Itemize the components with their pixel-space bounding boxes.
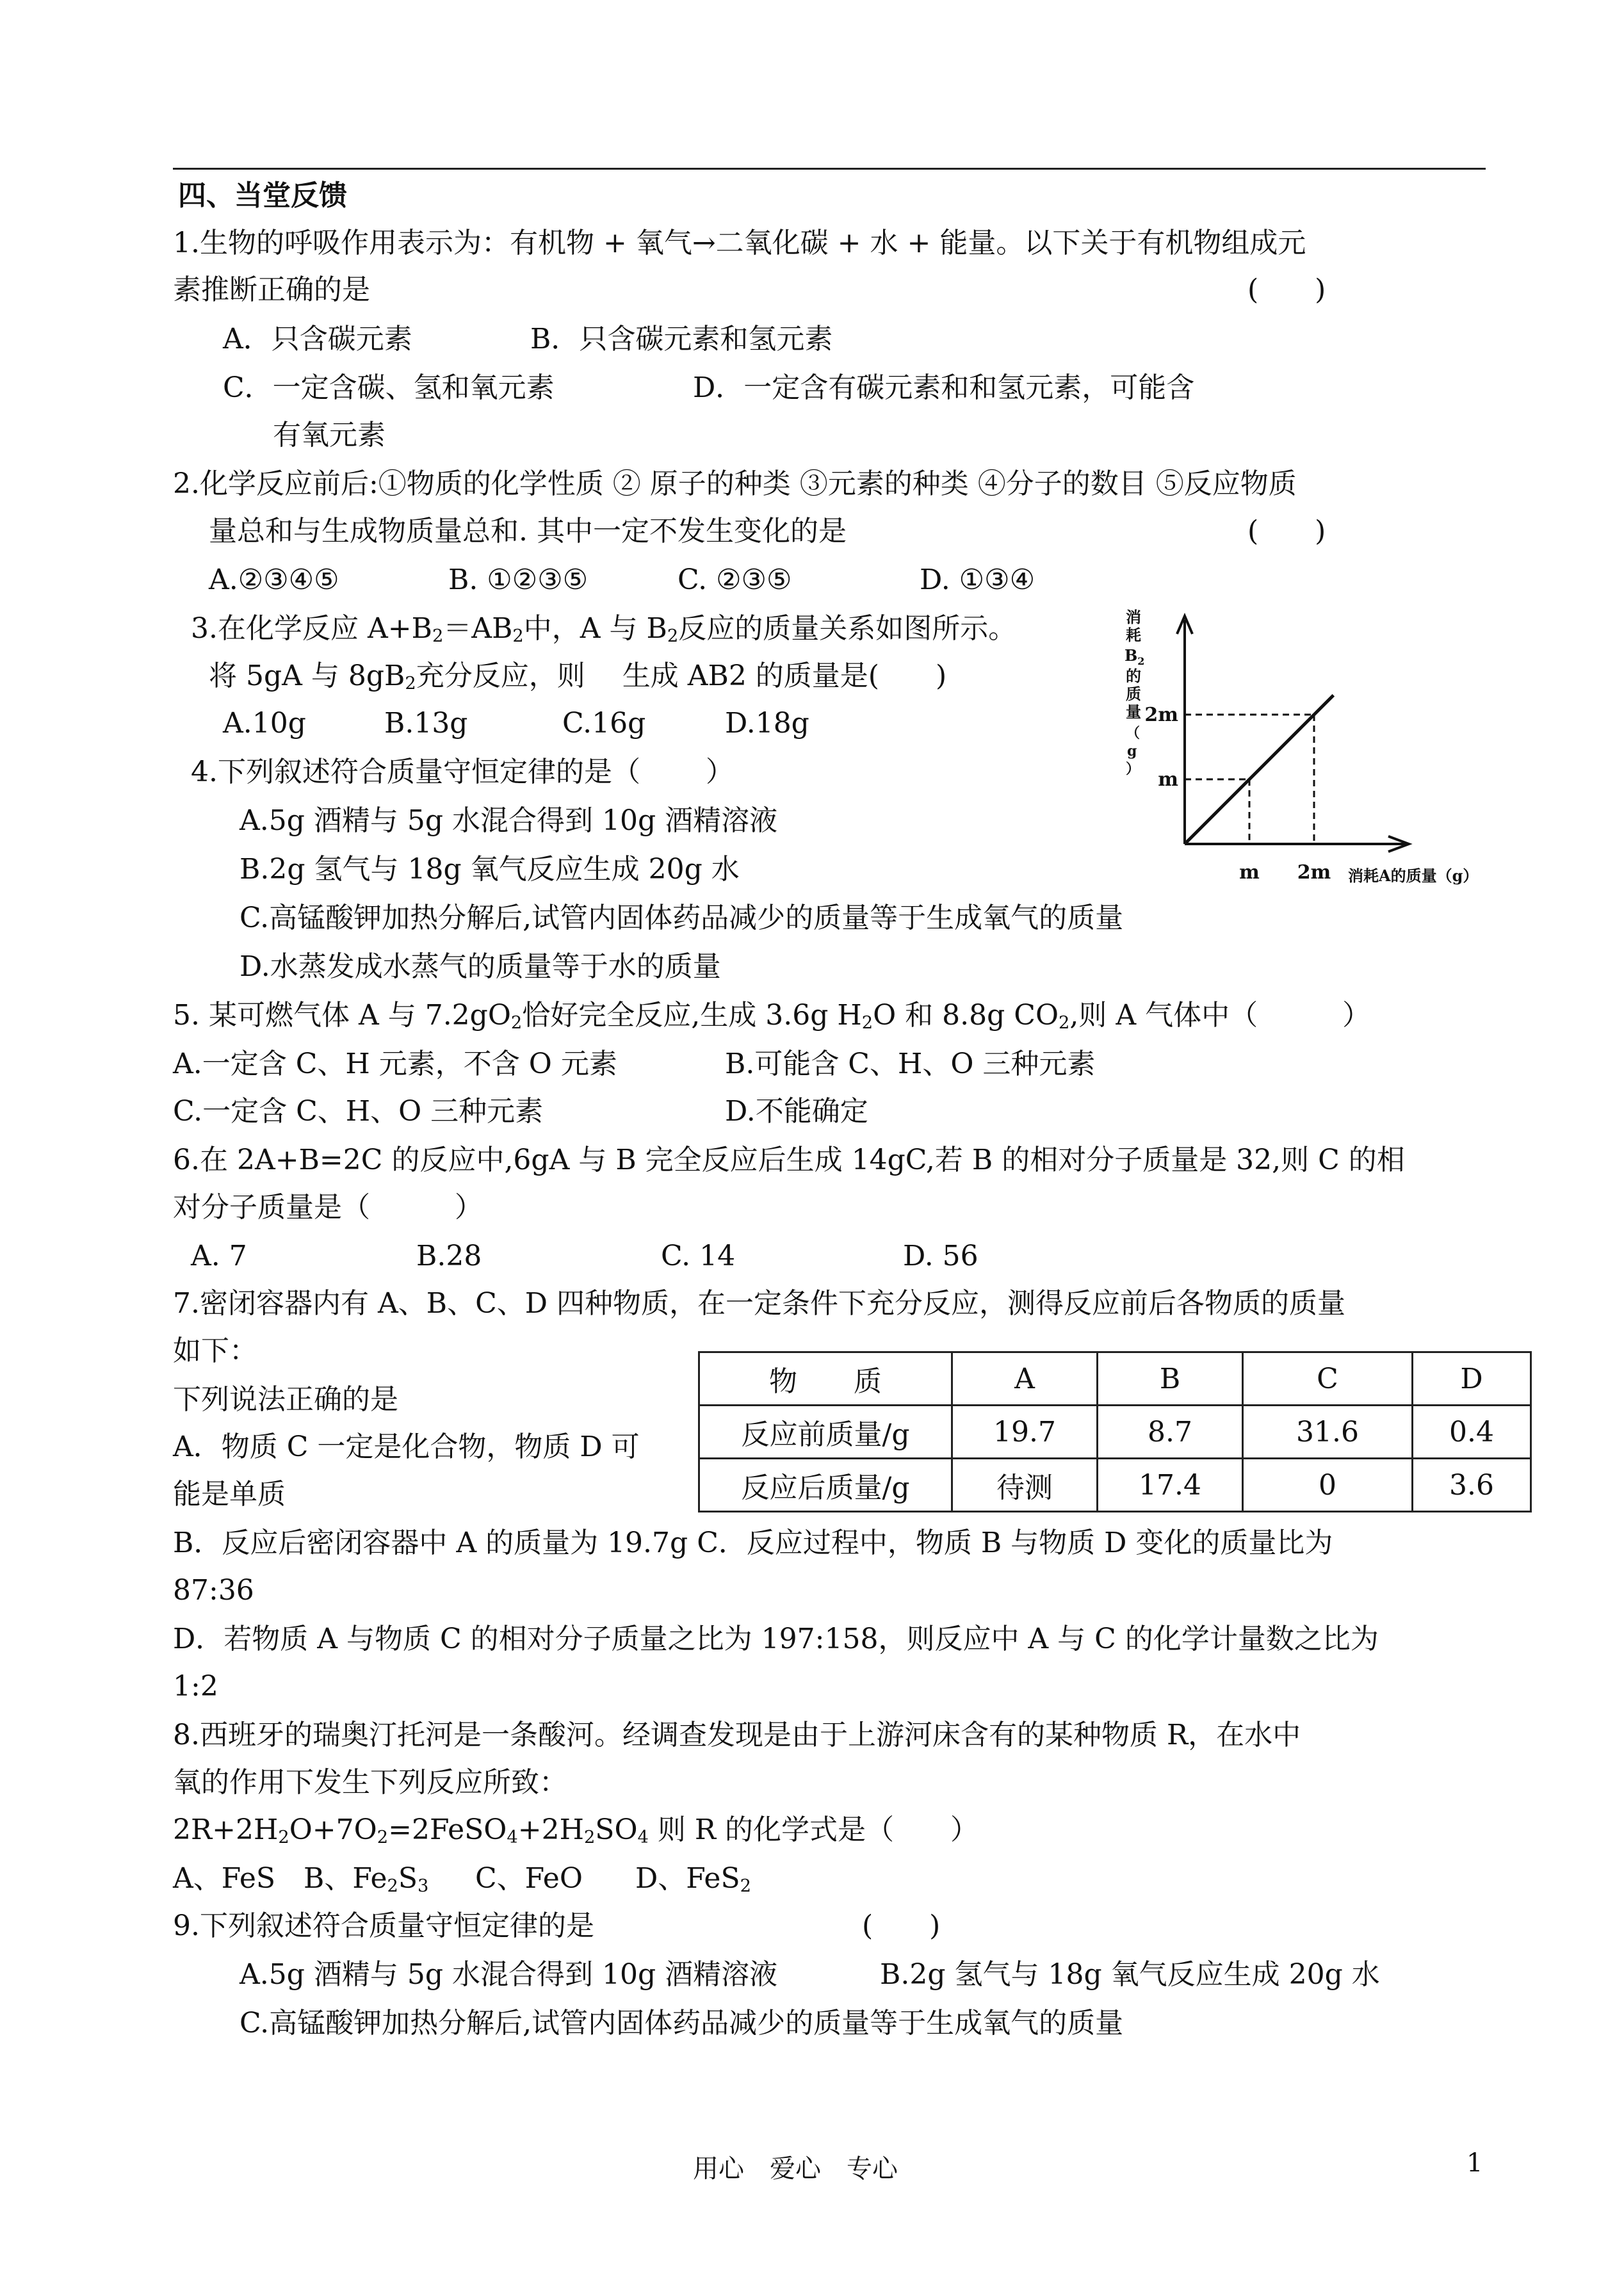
q1-option-d-cont: 有氧元素 (273, 419, 386, 451)
q2-answer-paren: ( ) (1247, 515, 1326, 547)
table-cell: A (952, 1352, 1098, 1406)
section-title: 四、当堂反馈 (178, 179, 347, 212)
series-line (1185, 695, 1333, 844)
y-tick-label: 2m (1144, 704, 1178, 726)
table-cell: 3.6 (1413, 1459, 1531, 1512)
table-cell: C (1243, 1352, 1413, 1406)
y-label-char: ） (1126, 761, 1141, 777)
header-rule (173, 168, 1486, 170)
q5-option-d: D.不能确定 (725, 1095, 868, 1128)
y-axis-label (1125, 608, 1144, 777)
y-label-char: 耗 (1126, 626, 1141, 644)
q7-option-a-line2: 能是单质 (173, 1478, 286, 1511)
mass-table (698, 1351, 1532, 1512)
q7-option-a-line1: A．物质 C 一定是化合物，物质 D 可 (173, 1431, 640, 1463)
q4-option-a: A.5g 酒精与 5g 水混合得到 10g 酒精溶液 (240, 804, 778, 837)
q3-stem-line1: 3.在化学反应 $A+B_2=AB_2$中，A 与 $B_2$反应的质量关系如图所示。 (191, 612, 1017, 646)
q2-stem-line2: 量总和与生成物质量总和. 其中一定不发生变化的是 (209, 515, 847, 547)
table-cell: 31.6 (1243, 1406, 1413, 1459)
q6-option-d: D. 56 (903, 1240, 978, 1272)
q8-stem-line2: 氧的作用下发生下列反应所致： (173, 1766, 567, 1799)
q6-option-b: B.28 (416, 1240, 482, 1272)
q6-option-c: C. 14 (661, 1240, 736, 1272)
q8-option-d: D、FeS$_2$ (635, 1862, 751, 1896)
q7-stem-line1: 7.密闭容器内有 A、B、C、D 四种物质，在一定条件下充分反应，测得反应前后各物质的质量 (173, 1287, 1346, 1320)
q5-option-c: C.一定含 C、H、O 三种元素 (173, 1095, 544, 1128)
table-cell: D (1413, 1352, 1531, 1406)
q1-stem-line1: 1.生物的呼吸作用表示为：有机物 + 氧气→二氧化碳 + 水 + 能量。以下关于有机物组成元 (173, 227, 1306, 259)
q4-stem: 4.下列叙述符合质量守恒定律的是（ ） (191, 756, 734, 788)
table-cell: 0 (1243, 1459, 1413, 1512)
q3-option-b: B.13g (384, 707, 468, 740)
x-tick-label: 2m (1297, 861, 1331, 884)
q9-stem: 9.下列叙述符合质量守恒定律的是 (173, 1910, 594, 1942)
mass-relation-chart (1114, 602, 1479, 903)
y-label-char: g (1127, 743, 1137, 759)
q9-option-c: C.高锰酸钾加热分解后,试管内固体药品减少的质量等于生成氧气的质量 (240, 2007, 1124, 2040)
q8-option-b: B、$Fe_2S_3$ (304, 1862, 429, 1896)
table-cell: 19.7 (952, 1406, 1098, 1459)
q5-option-a: A.一定含 C、H 元素，不含 O 元素 (173, 1048, 617, 1080)
q4-option-c: C.高锰酸钾加热分解后,试管内固体药品减少的质量等于生成氧气的质量 (240, 902, 1124, 934)
table-cell: 反应前质量/g (699, 1406, 952, 1459)
q1-option-a: A．只含碳元素 (223, 323, 412, 355)
y-label-char: 量 (1126, 702, 1141, 721)
x-axis-label: 消耗A的质量（g） (1348, 866, 1479, 885)
q2-option-d: D. ①③④ (920, 564, 1035, 596)
y-label-char: （ (1126, 725, 1141, 742)
q5-stem: 5. 某可燃气体 A 与 $7.2gO_2$恰好完全反应,生成 3.6g $H_2O$ 和 8.8g $CO_2$,则 A 气体中（ ） (173, 999, 1371, 1033)
q1-stem-line2: 素推断正确的是 (173, 273, 370, 306)
q9-option-a: A.5g 酒精与 5g 水混合得到 10g 酒精溶液 (240, 1958, 778, 1991)
q3-option-c: C.16g (562, 707, 646, 740)
table-row (699, 1406, 1531, 1459)
y-tick-label: m (1158, 768, 1178, 791)
x-tick-label: m (1239, 861, 1260, 884)
table-row (699, 1459, 1531, 1512)
table-cell: 0.4 (1413, 1406, 1531, 1459)
q7-option-d: D．若物质 A 与物质 C 的相对分子质量之比为 197:158，则反应中 A 与 C 的化学计量数之比为 (173, 1623, 1379, 1655)
y-label-char: 质 (1126, 685, 1141, 703)
table-header-row (699, 1352, 1531, 1406)
q2-option-b: B. ①②③⑤ (448, 564, 589, 596)
q2-option-a: A.②③④⑤ (209, 564, 339, 596)
q9-answer-paren: ( ) (862, 1910, 941, 1942)
q1-option-c: C．一定含碳、氢和氧元素 (223, 371, 555, 404)
table-cell: 8.7 (1098, 1406, 1243, 1459)
footer-motto: 用心 爱心 专心 (693, 2154, 898, 2184)
y-label-char: $B_2$ (1125, 646, 1145, 667)
q7-option-c-cont: 87:36 (173, 1574, 254, 1607)
q8-option-c: C、FeO (475, 1862, 583, 1895)
q6-option-a: A. 7 (191, 1240, 247, 1272)
table-cell: 反应后质量/g (699, 1459, 952, 1512)
q2-stem-line1: 2.化学反应前后:①物质的化学性质 ② 原子的种类 ③元素的种类 ④分子的数目 ⑤反应物质 (173, 467, 1297, 500)
y-label-char: 消 (1126, 608, 1141, 626)
q7-stem-line2: 如下： (173, 1334, 257, 1367)
q5-option-b: B.可能含 C、H、O 三种元素 (725, 1048, 1096, 1080)
q7-stem-line3: 下列说法正确的是 (173, 1383, 398, 1416)
q1-option-b: B．只含碳元素和氢元素 (530, 323, 833, 355)
q8-stem-line1: 8.西班牙的瑞奥汀托河是一条酸河。经调查发现是由于上游河床含有的某种物质 R，在水中 (173, 1719, 1301, 1751)
table-cell: 物 质 (699, 1352, 952, 1406)
q6-stem-line1: 6.在 2A+B=2C 的反应中,6gA 与 B 完全反应后生成 14gC,若 B 的相对分子质量是 32,则 C 的相 (173, 1144, 1405, 1176)
table-cell: 待测 (952, 1459, 1098, 1512)
q1-answer-paren: ( ) (1247, 273, 1326, 306)
q3-option-a: A.10g (223, 707, 306, 740)
y-label-char: 的 (1126, 667, 1141, 685)
q8-equation: $2R+2H_2O+7O_2=2FeSO_4+2H_2SO_4$ 则 R 的化学式是（ ） (173, 1813, 978, 1847)
q1-option-d: D．一定含有碳元素和和氢元素，可能含 (693, 371, 1195, 404)
q6-stem-line2: 对分子质量是（ ） (173, 1191, 483, 1224)
q2-option-c: C. ②③⑤ (678, 564, 792, 596)
q4-option-d: D.水蒸发成水蒸气的质量等于水的质量 (240, 950, 721, 983)
q8-option-a: A、FeS (173, 1862, 276, 1895)
q7-option-b-c: B．反应后密闭容器中 A 的质量为 19.7g C．反应过程中，物质 B 与物质 D 变化的质量比为 (173, 1527, 1333, 1559)
table-cell: B (1098, 1352, 1243, 1406)
q4-option-b: B.2g 氢气与 18g 氧气反应生成 20g 水 (240, 853, 740, 886)
table-cell: 17.4 (1098, 1459, 1243, 1512)
q9-option-b: B.2g 氢气与 18g 氧气反应生成 20g 水 (880, 1958, 1380, 1991)
q3-stem-line2: 将 5gA 与 $8gB_2$充分反应，则 生成 AB2 的质量是( ) (209, 660, 947, 693)
page-number: 1 (1466, 2148, 1483, 2178)
q3-option-d: D.18g (725, 707, 809, 740)
q7-option-d-cont: 1:2 (173, 1670, 218, 1703)
